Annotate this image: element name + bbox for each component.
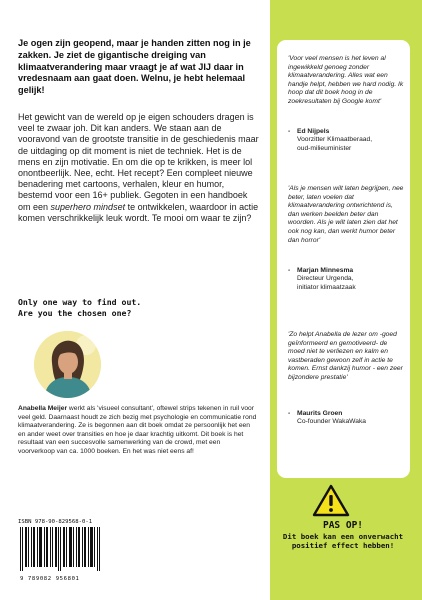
quote-author-maurits-groen [288,410,406,427]
body-part2: te ontwikkelen, waardoor in actie komen verschrikkelijk leuk wordt. Te mooi om waar te zijn? [18,201,259,223]
barcode-number: 9 789082 956801 [20,576,80,582]
isbn-label: ISBN 978-90-829568-0-1 [18,519,93,525]
author-role-line2: oud-milieuminister [297,144,352,152]
warning-triangle-icon [312,484,350,518]
author-role-line1: Voorzitter Klimaatberaad, [297,136,373,144]
intro-text: Je ogen zijn geopend, maar je handen zitten nog in je zakken. Je ziet de gigantische dreiging van klimaatverandering maar vraagt je af wat JIJ daar in vredesnaam aan gaat doen. Welnu, je hebt helemaal gelijk! [18,38,251,96]
warning-title: PAS OP! [322,520,364,531]
handwritten-tagline [18,297,258,319]
author-bio [18,405,258,456]
quote-marjan-minnesma: 'Als je mensen wilt laten begrijpen, nee beter, laten voelen dat klimaatverandering ontwrichtend is, dan werken beelden beter dan woorden. Als je wilt laten zien dat het ook nog kan, dan werkt humor beter dan horror' [288,185,404,244]
author-photo [34,331,101,398]
warning-message: Dit boek kan een onverwacht positief effect hebben! [282,532,404,551]
warning-text [282,520,404,550]
author-role-line1: Co-founder WakaWaka [297,418,367,426]
author-role-line2: initiator klimaatzaak [297,283,356,291]
author-name: Ed Nijpels [297,128,330,135]
quote-ed-nijpels: 'Voor veel mensen is het leven al ingewikkeld genoeg zonder klimaatverandering. Alles wat een handje helpt, hebben we hard nodig. Ik hoop dat dit boek hoog in de zoekresultaten bij Google komt' [288,55,404,105]
body-text [18,112,260,224]
author-role-line1: Directeur Urgenda, [297,275,354,283]
tagline-line1: Only one way to find out. [18,297,142,307]
quote-maurits-groen: 'Zo helpt Anabella de lezer om -goed geïnformeerd en gemotiveerd- de moed niet te verliezen en kalm en vastberaden gewoon zelf in actie te komen. Ernst dankzij humor - een zeer bijzondere prestatie' [288,331,403,381]
barcode [18,527,102,571]
body-part1: Het gewicht van de wereld op je eigen schouders dragen is veel te zwaar joh. Dit kan anders. We staan aan de vooravond van de grootste transitie in de geschiedenis maar de uitdaging op dit moment is niet de techniek. Het is de mens en zijn motivatie. En om die op te krikken, is meer lol onontbeerlijk. Nee, echt. Het recept? Een compleet nieuwe benadering met cartoons, verhalen, kleur en humor, bestemd voor een 16+ publiek. Gegoten in een handboek om een [18,112,259,212]
dash-bullet: - [288,128,291,135]
tagline-line2: Are you the chosen one? [18,308,132,319]
author-bio-text: werkt als 'visueel consultant', oftewel strips tekenen in ruil voor veel geld. Daarnaast houdt ze zich bezig met psychologie en communicatie rond klimaatverandering. Ze is begonnen aan dit boek omdat ze persoonlijk het een en ander weet over transities en hoe je daar krachtig uitkomt. Dit boek is het resultaat van een succesvolle samenwerking van de crowd, met een voorverkoop van ca. 1000 boeken. En het was niet eens af! [18,405,257,455]
author-name: Marjan Minnesma [297,267,354,274]
dash-bullet: - [288,267,291,274]
dash-bullet: - [288,410,291,417]
author-bio-name: Anabella Meijer [18,405,68,412]
quote-author-ed-nijpels [288,128,406,153]
quote-author-marjan-minnesma [288,267,406,292]
author-name: Maurits Groen [297,410,343,417]
body-emphasis: superhero mindset [50,201,126,212]
